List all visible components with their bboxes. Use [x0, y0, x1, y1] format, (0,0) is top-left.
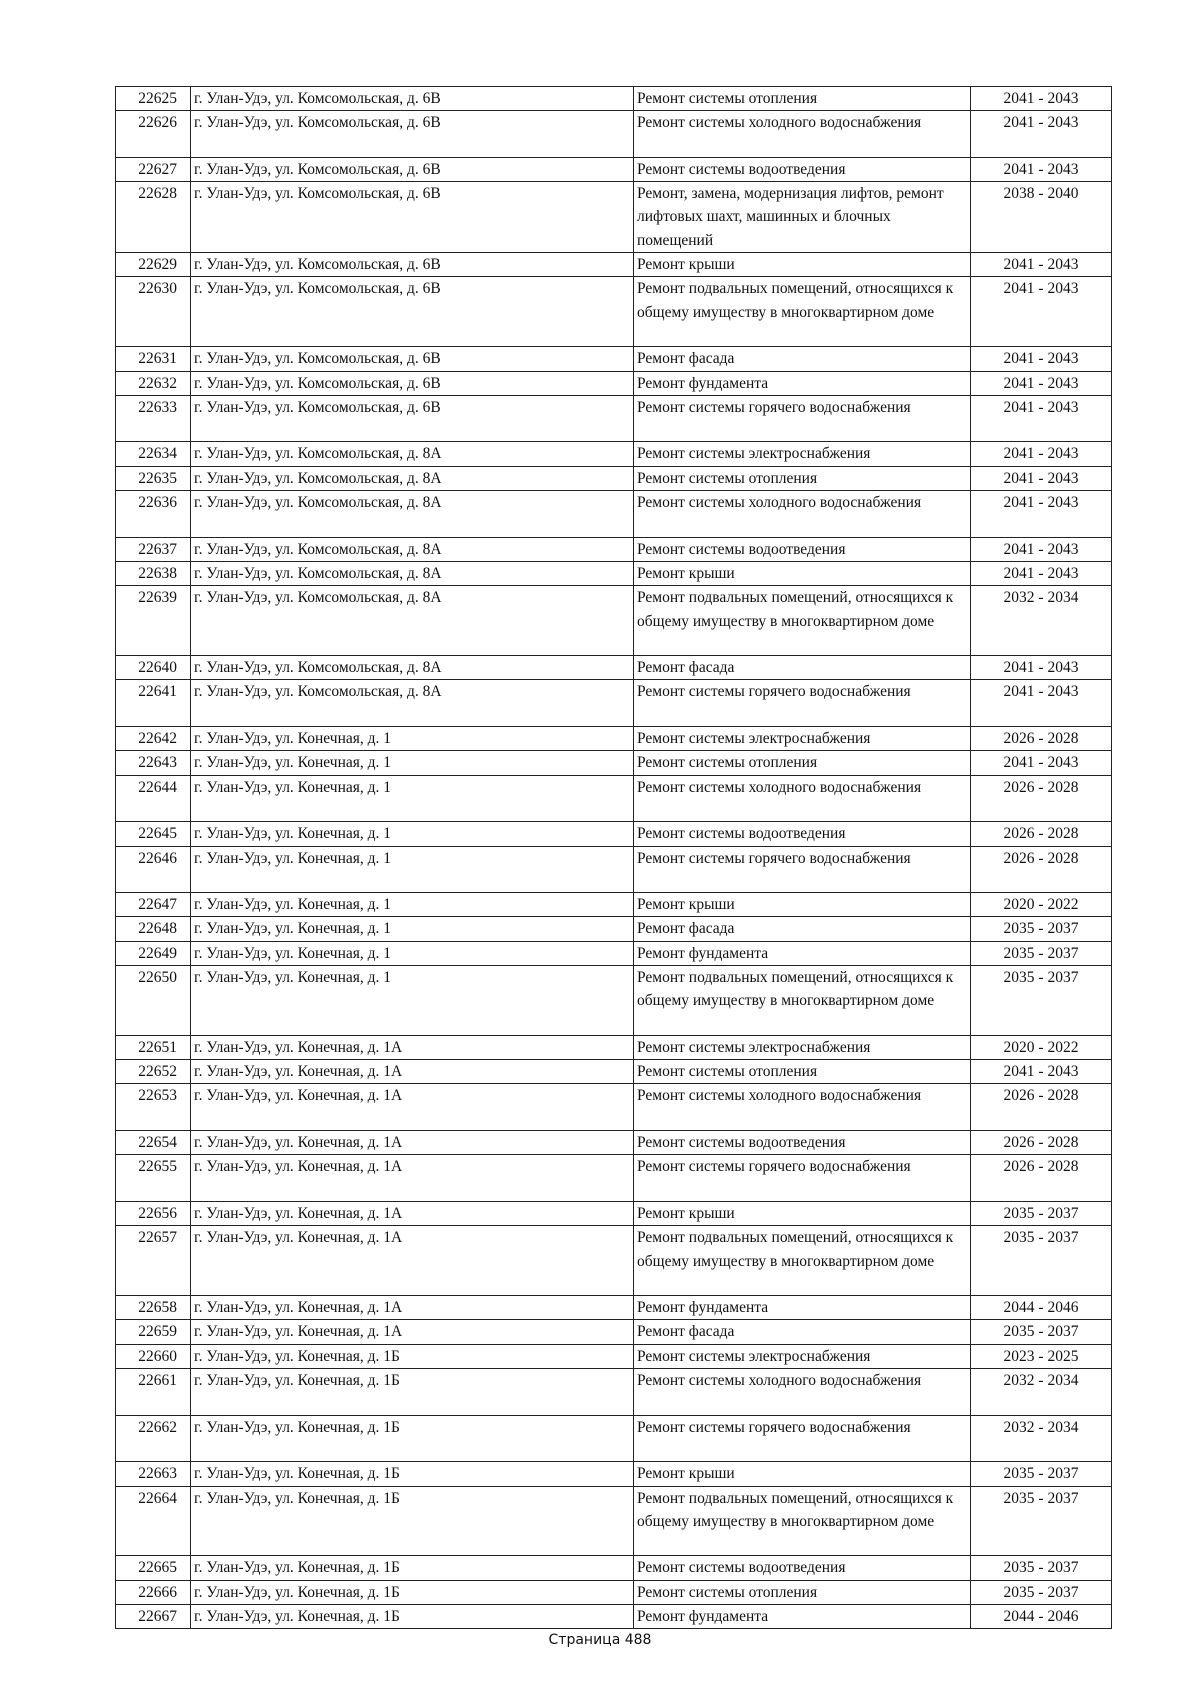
row-work-type: Ремонт крыши — [634, 1462, 971, 1486]
row-number: 22653 — [116, 1084, 191, 1131]
table-row — [116, 1486, 1112, 1556]
row-address: г. Улан-Удэ, ул. Конечная, д. 1А — [191, 1084, 634, 1131]
row-address: г. Улан-Удэ, ул. Конечная, д. 1А — [191, 1320, 634, 1344]
row-number: 22659 — [116, 1320, 191, 1344]
row-work-type: Ремонт системы водоотведения — [634, 157, 971, 181]
row-work-type: Ремонт системы электроснабжения — [634, 1035, 971, 1059]
table-row — [116, 1155, 1112, 1202]
row-address: г. Улан-Удэ, ул. Комсомольская, д. 6В — [191, 157, 634, 181]
row-work-type: Ремонт системы горячего водоснабжения — [634, 1155, 971, 1202]
row-address: г. Улан-Удэ, ул. Комсомольская, д. 8А — [191, 656, 634, 680]
row-work-type: Ремонт системы холодного водоснабжения — [634, 775, 971, 822]
table-row — [116, 1060, 1112, 1084]
row-number: 22628 — [116, 182, 191, 253]
row-work-type: Ремонт крыши — [634, 1201, 971, 1225]
row-period: 2035 - 2037 — [971, 1226, 1112, 1296]
row-period: 2020 - 2022 — [971, 1035, 1112, 1059]
row-work-type: Ремонт системы отопления — [634, 1060, 971, 1084]
row-address: г. Улан-Удэ, ул. Комсомольская, д. 8А — [191, 537, 634, 561]
table-row — [116, 157, 1112, 181]
row-period: 2035 - 2037 — [971, 1556, 1112, 1580]
row-period: 2035 - 2037 — [971, 1320, 1112, 1344]
row-number: 22648 — [116, 917, 191, 941]
row-number: 22655 — [116, 1155, 191, 1202]
row-address: г. Улан-Удэ, ул. Конечная, д. 1Б — [191, 1486, 634, 1556]
row-address: г. Улан-Удэ, ул. Комсомольская, д. 6В — [191, 371, 634, 395]
row-period: 2038 - 2040 — [971, 182, 1112, 253]
row-address: г. Улан-Удэ, ул. Комсомольская, д. 8А — [191, 491, 634, 538]
repair-schedule-table — [115, 86, 1112, 1629]
row-period: 2044 - 2046 — [971, 1605, 1112, 1629]
table-row — [116, 347, 1112, 371]
row-period: 2041 - 2043 — [971, 442, 1112, 466]
row-period: 2041 - 2043 — [971, 87, 1112, 111]
row-address: г. Улан-Удэ, ул. Конечная, д. 1Б — [191, 1605, 634, 1629]
row-period: 2026 - 2028 — [971, 775, 1112, 822]
row-address: г. Улан-Удэ, ул. Конечная, д. 1Б — [191, 1415, 634, 1462]
row-address: г. Улан-Удэ, ул. Конечная, д. 1 — [191, 775, 634, 822]
table-row — [116, 1226, 1112, 1296]
row-address: г. Улан-Удэ, ул. Конечная, д. 1А — [191, 1296, 634, 1320]
row-period: 2041 - 2043 — [971, 347, 1112, 371]
table-row — [116, 277, 1112, 347]
row-period: 2032 - 2034 — [971, 1415, 1112, 1462]
table-row — [116, 395, 1112, 442]
row-period: 2044 - 2046 — [971, 1296, 1112, 1320]
row-number: 22647 — [116, 893, 191, 917]
table-row — [116, 1201, 1112, 1225]
row-work-type: Ремонт подвальных помещений, относящихся к общему имуществу в многоквартирном доме — [634, 965, 971, 1035]
row-address: г. Улан-Удэ, ул. Комсомольская, д. 6В — [191, 182, 634, 253]
table-row — [116, 182, 1112, 253]
row-period: 2041 - 2043 — [971, 1060, 1112, 1084]
table-row — [116, 87, 1112, 111]
row-address: г. Улан-Удэ, ул. Конечная, д. 1 — [191, 846, 634, 893]
row-number: 22662 — [116, 1415, 191, 1462]
row-period: 2026 - 2028 — [971, 1131, 1112, 1155]
row-number: 22630 — [116, 277, 191, 347]
table-row — [116, 1320, 1112, 1344]
row-number: 22664 — [116, 1486, 191, 1556]
row-number: 22641 — [116, 680, 191, 727]
table-row — [116, 965, 1112, 1035]
row-work-type: Ремонт системы горячего водоснабжения — [634, 680, 971, 727]
row-number: 22633 — [116, 395, 191, 442]
row-number: 22631 — [116, 347, 191, 371]
row-number: 22629 — [116, 253, 191, 277]
row-work-type: Ремонт системы отопления — [634, 1580, 971, 1604]
table-row — [116, 1415, 1112, 1462]
row-address: г. Улан-Удэ, ул. Конечная, д. 1 — [191, 917, 634, 941]
row-work-type: Ремонт системы водоотведения — [634, 1556, 971, 1580]
row-address: г. Улан-Удэ, ул. Конечная, д. 1 — [191, 893, 634, 917]
row-address: г. Улан-Удэ, ул. Конечная, д. 1 — [191, 941, 634, 965]
row-period: 2032 - 2034 — [971, 1369, 1112, 1416]
row-work-type: Ремонт крыши — [634, 253, 971, 277]
row-number: 22656 — [116, 1201, 191, 1225]
row-work-type: Ремонт системы холодного водоснабжения — [634, 1369, 971, 1416]
row-period: 2041 - 2043 — [971, 157, 1112, 181]
row-period: 2041 - 2043 — [971, 656, 1112, 680]
row-work-type: Ремонт фундамента — [634, 1296, 971, 1320]
row-period: 2041 - 2043 — [971, 561, 1112, 585]
table-row — [116, 1296, 1112, 1320]
row-address: г. Улан-Удэ, ул. Конечная, д. 1А — [191, 1035, 634, 1059]
row-address: г. Улан-Удэ, ул. Комсомольская, д. 8А — [191, 442, 634, 466]
row-address: г. Улан-Удэ, ул. Конечная, д. 1 — [191, 965, 634, 1035]
table-row — [116, 491, 1112, 538]
table-row — [116, 466, 1112, 490]
row-number: 22625 — [116, 87, 191, 111]
row-number: 22639 — [116, 586, 191, 656]
row-period: 2026 - 2028 — [971, 846, 1112, 893]
row-period: 2023 - 2025 — [971, 1344, 1112, 1368]
table-row — [116, 893, 1112, 917]
table-row — [116, 1344, 1112, 1368]
row-period: 2035 - 2037 — [971, 917, 1112, 941]
row-address: г. Улан-Удэ, ул. Комсомольская, д. 8А — [191, 680, 634, 727]
table-row — [116, 941, 1112, 965]
table-row — [116, 586, 1112, 656]
table-row — [116, 442, 1112, 466]
row-address: г. Улан-Удэ, ул. Конечная, д. 1Б — [191, 1462, 634, 1486]
row-number: 22632 — [116, 371, 191, 395]
row-work-type: Ремонт системы отопления — [634, 87, 971, 111]
row-number: 22657 — [116, 1226, 191, 1296]
row-period: 2041 - 2043 — [971, 253, 1112, 277]
table-row — [116, 1369, 1112, 1416]
row-number: 22666 — [116, 1580, 191, 1604]
row-number: 22636 — [116, 491, 191, 538]
row-work-type: Ремонт фундамента — [634, 941, 971, 965]
table-row — [116, 822, 1112, 846]
row-address: г. Улан-Удэ, ул. Конечная, д. 1А — [191, 1060, 634, 1084]
row-number: 22651 — [116, 1035, 191, 1059]
row-number: 22652 — [116, 1060, 191, 1084]
row-period: 2041 - 2043 — [971, 680, 1112, 727]
row-number: 22638 — [116, 561, 191, 585]
row-address: г. Улан-Удэ, ул. Комсомольская, д. 6В — [191, 395, 634, 442]
row-period: 2035 - 2037 — [971, 1462, 1112, 1486]
table-row — [116, 111, 1112, 158]
row-work-type: Ремонт подвальных помещений, относящихся к общему имуществу в многоквартирном доме — [634, 1226, 971, 1296]
row-work-type: Ремонт системы холодного водоснабжения — [634, 491, 971, 538]
row-number: 22658 — [116, 1296, 191, 1320]
row-work-type: Ремонт подвальных помещений, относящихся к общему имуществу в многоквартирном доме — [634, 277, 971, 347]
table-row — [116, 1084, 1112, 1131]
row-address: г. Улан-Удэ, ул. Конечная, д. 1А — [191, 1155, 634, 1202]
row-number: 22665 — [116, 1556, 191, 1580]
table-row — [116, 1462, 1112, 1486]
row-address: г. Улан-Удэ, ул. Конечная, д. 1Б — [191, 1344, 634, 1368]
row-address: г. Улан-Удэ, ул. Комсомольская, д. 6В — [191, 347, 634, 371]
row-address: г. Улан-Удэ, ул. Комсомольская, д. 8А — [191, 586, 634, 656]
row-work-type: Ремонт фасада — [634, 347, 971, 371]
table-row — [116, 1035, 1112, 1059]
row-work-type: Ремонт фасада — [634, 917, 971, 941]
table-body — [116, 87, 1112, 1629]
row-period: 2026 - 2028 — [971, 727, 1112, 751]
row-address: г. Улан-Удэ, ул. Комсомольская, д. 8А — [191, 561, 634, 585]
row-period: 2041 - 2043 — [971, 277, 1112, 347]
table-row — [116, 537, 1112, 561]
row-address: г. Улан-Удэ, ул. Конечная, д. 1Б — [191, 1580, 634, 1604]
row-period: 2035 - 2037 — [971, 1580, 1112, 1604]
table-row — [116, 775, 1112, 822]
row-address: г. Улан-Удэ, ул. Комсомольская, д. 6В — [191, 253, 634, 277]
row-number: 22649 — [116, 941, 191, 965]
row-period: 2020 - 2022 — [971, 893, 1112, 917]
row-number: 22644 — [116, 775, 191, 822]
table-row — [116, 1580, 1112, 1604]
row-period: 2026 - 2028 — [971, 1155, 1112, 1202]
row-address: г. Улан-Удэ, ул. Комсомольская, д. 6В — [191, 111, 634, 158]
row-work-type: Ремонт системы горячего водоснабжения — [634, 395, 971, 442]
table-row — [116, 1605, 1112, 1629]
row-work-type: Ремонт системы холодного водоснабжения — [634, 1084, 971, 1131]
row-address: г. Улан-Удэ, ул. Конечная, д. 1А — [191, 1131, 634, 1155]
row-period: 2041 - 2043 — [971, 751, 1112, 775]
row-period: 2041 - 2043 — [971, 395, 1112, 442]
table-row — [116, 846, 1112, 893]
row-work-type: Ремонт системы электроснабжения — [634, 727, 971, 751]
table-row — [116, 727, 1112, 751]
row-number: 22637 — [116, 537, 191, 561]
row-address: г. Улан-Удэ, ул. Конечная, д. 1Б — [191, 1556, 634, 1580]
row-address: г. Улан-Удэ, ул. Конечная, д. 1Б — [191, 1369, 634, 1416]
row-work-type: Ремонт, замена, модернизация лифтов, ремонт лифтовых шахт, машинных и блочных помещений — [634, 182, 971, 253]
row-work-type: Ремонт системы электроснабжения — [634, 442, 971, 466]
table-row — [116, 751, 1112, 775]
row-period: 2035 - 2037 — [971, 1486, 1112, 1556]
row-period: 2041 - 2043 — [971, 371, 1112, 395]
row-address: г. Улан-Удэ, ул. Комсомольская, д. 6В — [191, 87, 634, 111]
row-work-type: Ремонт подвальных помещений, относящихся к общему имуществу в многоквартирном доме — [634, 586, 971, 656]
row-period: 2035 - 2037 — [971, 1201, 1112, 1225]
page-number: Страница 488 — [548, 1632, 652, 1648]
row-address: г. Улан-Удэ, ул. Конечная, д. 1А — [191, 1226, 634, 1296]
row-address: г. Улан-Удэ, ул. Комсомольская, д. 8А — [191, 466, 634, 490]
row-number: 22661 — [116, 1369, 191, 1416]
row-work-type: Ремонт системы горячего водоснабжения — [634, 846, 971, 893]
row-address: г. Улан-Удэ, ул. Конечная, д. 1 — [191, 822, 634, 846]
row-period: 2035 - 2037 — [971, 941, 1112, 965]
row-work-type: Ремонт системы отопления — [634, 751, 971, 775]
row-number: 22642 — [116, 727, 191, 751]
row-work-type: Ремонт системы электроснабжения — [634, 1344, 971, 1368]
row-work-type: Ремонт системы холодного водоснабжения — [634, 111, 971, 158]
row-work-type: Ремонт системы отопления — [634, 466, 971, 490]
row-number: 22626 — [116, 111, 191, 158]
row-number: 22640 — [116, 656, 191, 680]
row-work-type: Ремонт фундамента — [634, 371, 971, 395]
row-number: 22650 — [116, 965, 191, 1035]
row-address: г. Улан-Удэ, ул. Конечная, д. 1 — [191, 727, 634, 751]
row-number: 22646 — [116, 846, 191, 893]
row-number: 22663 — [116, 1462, 191, 1486]
row-number: 22635 — [116, 466, 191, 490]
row-number: 22627 — [116, 157, 191, 181]
row-work-type: Ремонт подвальных помещений, относящихся к общему имуществу в многоквартирном доме — [634, 1486, 971, 1556]
table-row — [116, 561, 1112, 585]
row-work-type: Ремонт системы водоотведения — [634, 822, 971, 846]
row-number: 22667 — [116, 1605, 191, 1629]
row-address: г. Улан-Удэ, ул. Конечная, д. 1 — [191, 751, 634, 775]
table-row — [116, 371, 1112, 395]
row-address: г. Улан-Удэ, ул. Комсомольская, д. 6В — [191, 277, 634, 347]
table-row — [116, 1556, 1112, 1580]
row-work-type: Ремонт фундамента — [634, 1605, 971, 1629]
table-row — [116, 680, 1112, 727]
table-row — [116, 253, 1112, 277]
row-work-type: Ремонт фасада — [634, 656, 971, 680]
row-number: 22645 — [116, 822, 191, 846]
row-address: г. Улан-Удэ, ул. Конечная, д. 1А — [191, 1201, 634, 1225]
row-period: 2041 - 2043 — [971, 111, 1112, 158]
row-work-type: Ремонт системы горячего водоснабжения — [634, 1415, 971, 1462]
table-row — [116, 1131, 1112, 1155]
row-work-type: Ремонт фасада — [634, 1320, 971, 1344]
table-row — [116, 656, 1112, 680]
row-number: 22643 — [116, 751, 191, 775]
row-work-type: Ремонт системы водоотведения — [634, 1131, 971, 1155]
row-period: 2026 - 2028 — [971, 1084, 1112, 1131]
row-work-type: Ремонт крыши — [634, 561, 971, 585]
row-work-type: Ремонт системы водоотведения — [634, 537, 971, 561]
row-number: 22654 — [116, 1131, 191, 1155]
row-period: 2041 - 2043 — [971, 537, 1112, 561]
row-period: 2032 - 2034 — [971, 586, 1112, 656]
row-period: 2026 - 2028 — [971, 822, 1112, 846]
row-period: 2035 - 2037 — [971, 965, 1112, 1035]
row-number: 22634 — [116, 442, 191, 466]
row-number: 22660 — [116, 1344, 191, 1368]
row-work-type: Ремонт крыши — [634, 893, 971, 917]
row-period: 2041 - 2043 — [971, 466, 1112, 490]
row-period: 2041 - 2043 — [971, 491, 1112, 538]
table-row — [116, 917, 1112, 941]
